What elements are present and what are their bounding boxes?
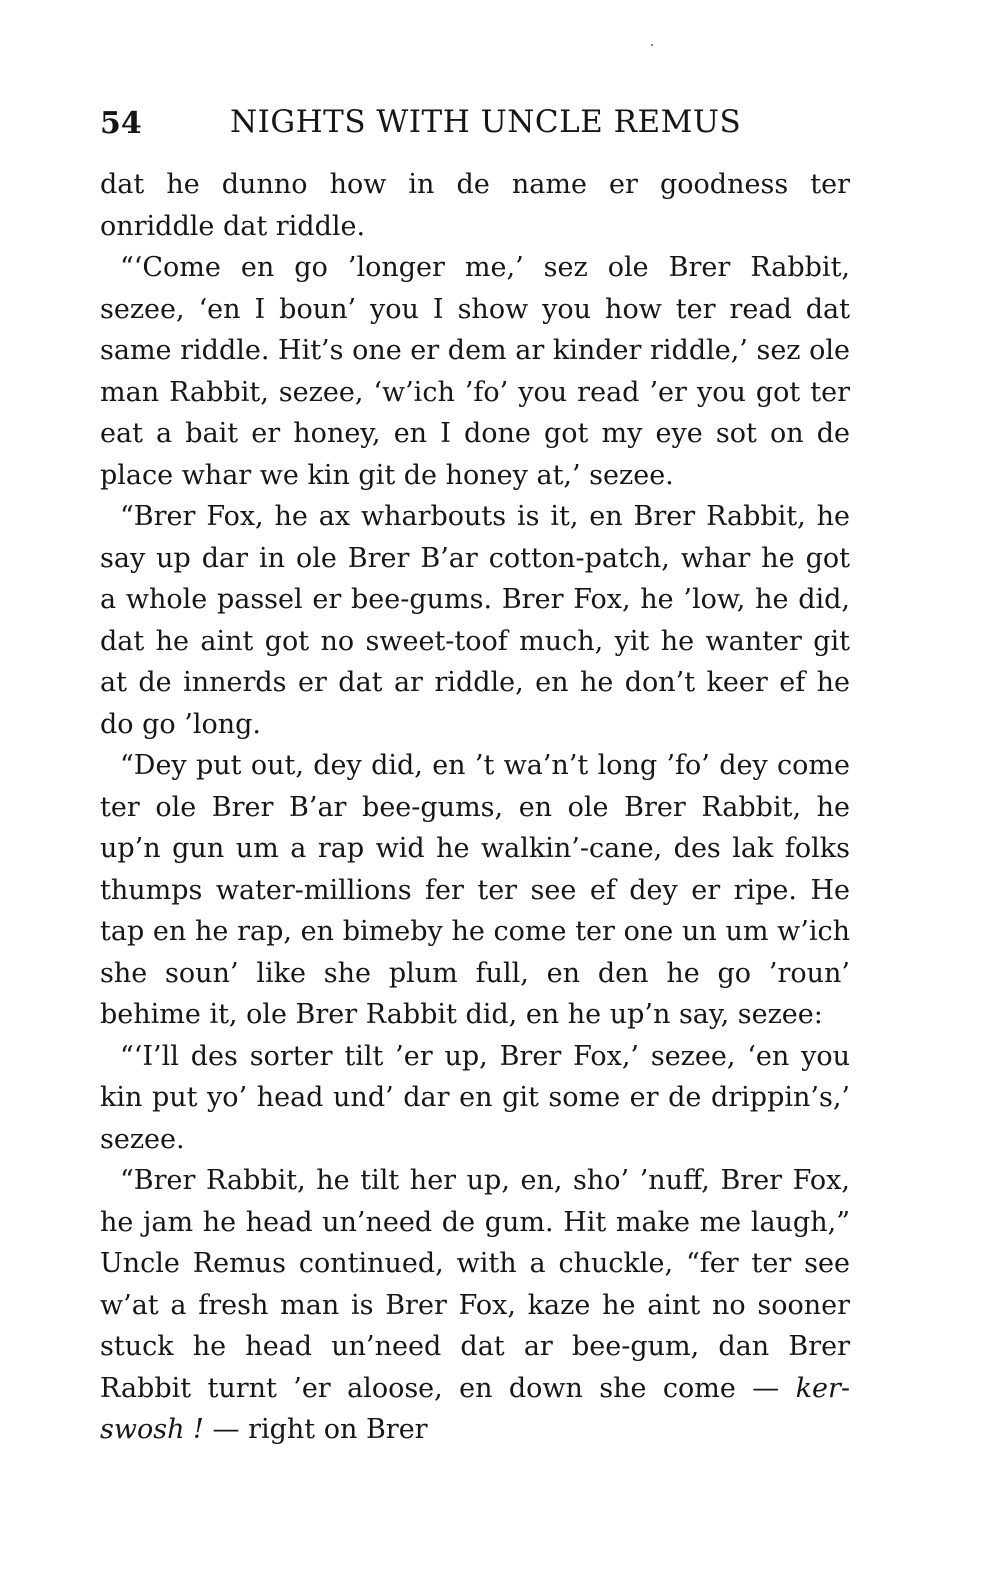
paragraph: “Dey put out, dey did, en ’t wa’n’t long ’fo’ dey come ter ole Brer B’ar bee-gums, en ole Brer Rabbit, he up’n gun um a rap wid he walkin’-cane, des lak folks thumps water-millions fer ter see ef dey er ripe. He tap en he rap, en bimeby he come ter one un um w’ich she soun’ like she plum full, en den he go ’roun’ behime it, ole Brer Rabbit did, en he up’n say, sezee:	[100, 750, 850, 1030]
paragraph: “‘Come en go ’longer me,’ sez ole Brer Rabbit, sezee, ‘en I boun’ you I show you how ter read dat same riddle. Hit’s one er dem ar kinder riddle,’ sez ole man Rabbit, sezee, ‘w’ich ’fo’ you read ’er you got ter eat a bait er honey, en I done got my eye sot on de place whar we kin git de honey at,’ sezee.	[100, 252, 850, 491]
italic-exclamation: ker-swosh !	[100, 1372, 850, 1445]
last-paragraph-tail: — right on Brer	[212, 1414, 428, 1445]
running-title: NIGHTS WITH UNCLE REMUS	[230, 104, 742, 140]
paragraph-continuation: dat he dunno how in de name er goodness ter onriddle dat riddle.	[100, 169, 850, 242]
paragraph: “Brer Fox, he ax wharbouts is it, en Brer Rabbit, he say up dar in ole Brer B’ar cotton-patch, whar he got a whole passel er bee-gums. Brer Fox, he ’low, he did, dat he aint got no sweet-toof much, yit he wanter git at de innerds er dat ar riddle, en he don’t keer ef he do go ’long.	[100, 501, 850, 740]
paragraph: “‘I’ll des sorter tilt ’er up, Brer Fox,’ sezee, ‘en you kin put yo’ head und’ dar en git some er de drippin’s,’ sezee.	[100, 1040, 850, 1155]
paragraph-last	[100, 1160, 850, 1451]
scan-speck	[651, 44, 653, 46]
last-paragraph-text: “Brer Rabbit, he tilt her up, en, sho’ ’nuff, Brer Fox, he jam he head un’need de gum. Hit make me laugh,” Uncle Remus continued, with a chuckle, “fer ter see w’at a fresh man is Brer Fox, kaze he aint no sooner stuck he head un’need dat ar bee-gum, dan Brer Rabbit turnt ’er aloose, en down she come —	[100, 1165, 850, 1404]
page-header	[100, 96, 860, 146]
page-number: 54	[100, 106, 142, 141]
page-body	[100, 164, 850, 1451]
